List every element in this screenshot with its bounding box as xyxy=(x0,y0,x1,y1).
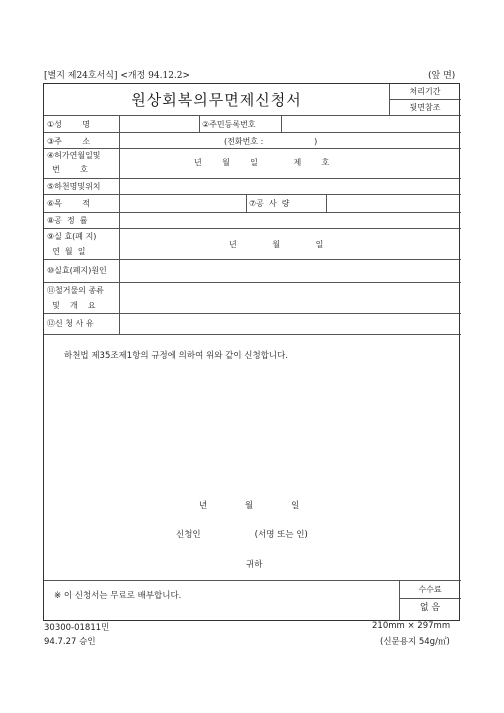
purpose-label: ⑥목 적 xyxy=(47,199,90,208)
page-side-label: (앞 면) xyxy=(428,71,456,81)
expiry-date-label-line2: 연 월 일 xyxy=(47,247,86,256)
divider xyxy=(44,148,461,149)
divider xyxy=(44,228,461,229)
permit-date-value: 년 월 일 제 호 xyxy=(194,158,330,167)
approval-date: 94.7.27 승인 xyxy=(44,637,96,647)
resident-no-field[interactable] xyxy=(282,116,460,132)
structure-kind-label-line1: ⑪철거물의 종류 xyxy=(47,286,104,295)
divider xyxy=(399,598,461,599)
applicant-signature-line: 신청인 (서명 또는 인) xyxy=(176,530,308,540)
permit-date-label-line2: 번 호 xyxy=(47,165,88,174)
paper-size: 210mm × 297mm xyxy=(372,621,451,631)
form-title: 원상회복의무면제신청서 xyxy=(131,91,302,109)
free-distribution-note: ※ 이 신청서는 무료로 배부합니다. xyxy=(54,591,182,601)
signing-date: 년 월 일 xyxy=(199,501,300,511)
resident-no-label: ②주민등록번호 xyxy=(202,120,256,129)
processing-period-value: 뒷면참조 xyxy=(409,103,441,112)
processing-period-label: 처리기간 xyxy=(409,87,441,96)
expiry-reason-label: ⑩실효(폐지)원인 xyxy=(47,266,107,275)
recipient-label: 귀하 xyxy=(246,560,263,570)
expiry-reason-field[interactable] xyxy=(120,260,460,282)
form-reference: [별지 제24호서식] <개정 94.12.2> xyxy=(44,71,191,81)
address-label: ③주 소 xyxy=(47,137,90,146)
structure-kind-label-line2: 및 개 요 xyxy=(47,301,96,310)
divider xyxy=(44,334,461,335)
fee-label: 수수료 xyxy=(418,585,442,594)
application-reason-label: ⑫신 청 사 유 xyxy=(47,319,94,328)
permit-date-label-line1: ④허가연월일및 xyxy=(47,151,101,160)
application-reason-field[interactable] xyxy=(120,314,460,334)
fee-value: 없 음 xyxy=(419,603,441,613)
declaration-text: 하천법 제35조제1항의 규정에 의하여 위와 같이 신청합니다. xyxy=(64,351,288,361)
purpose-field[interactable] xyxy=(120,195,245,212)
expiry-date-value: 년 월 일 xyxy=(229,240,324,249)
construction-amount-label: ⑦공 사 량 xyxy=(249,199,290,208)
name-field[interactable] xyxy=(120,116,199,132)
paper-type: (신문용지 54g/㎡) xyxy=(380,637,450,647)
structure-kind-field[interactable] xyxy=(120,283,460,313)
address-field[interactable] xyxy=(120,133,460,148)
application-form xyxy=(43,83,460,621)
name-label: ①성 명 xyxy=(47,120,90,129)
progress-rate-label: ⑧공 정 률 xyxy=(47,216,88,225)
progress-rate-field[interactable] xyxy=(120,213,460,228)
river-location-field[interactable] xyxy=(120,179,460,194)
divider xyxy=(246,194,247,212)
form-code: 30300-01811민 xyxy=(44,623,110,633)
expiry-date-label-line1: ⑨실 효(폐 지) xyxy=(47,232,97,241)
phone-label: (전화번호 : ) xyxy=(224,137,318,146)
divider xyxy=(389,99,461,100)
river-location-label: ⑤하천명및위치 xyxy=(47,182,101,191)
construction-amount-field[interactable] xyxy=(327,195,460,212)
divider xyxy=(199,115,200,132)
